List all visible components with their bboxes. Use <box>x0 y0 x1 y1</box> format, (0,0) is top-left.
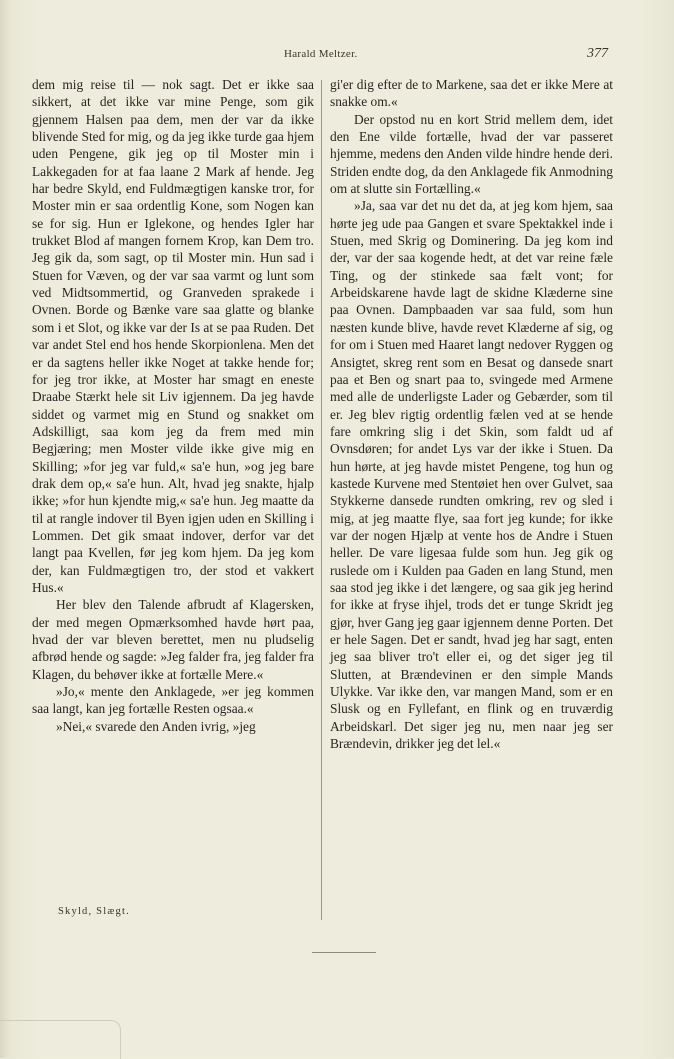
paragraph: dem mig reise til — nok sagt. Det er ikke saa sikkert, at det ikke var mine Penge, som gik gjennem Halsen paa dem, men der var da ikke blivende Sted for mig, og da jeg ikke turde gaa hjem uden Pengene, gik jeg op til Moster min i Lakkegaden for at faa laane 2 Mark af hende. Jeg har bedre Skyld, end Fuldmægtigen kanske tror, for Moster min er saa ordentlig Kone, som Nogen kan se for sig. Hun er Iglekone, og hendes Igler har trukket Blod af mangen fornem Krop, kan Dem tro. Jeg gik da, som sagt, op til Moster min. Hun sad i Stuen for Væven, og der var saa varmt og lunt som ved Midtsommertid, og Granveden sprakede i Ovnen. Borde og Bænke vare saa glatte og blanke som i et Slot, og ikke var der Is at se paa Ruden. Det var andet Stel end hos hende Skorpionlena. Men det er da sagtens heller ikke Noget at takke hende for; for jeg tror ikke, at Moster har smagt en eneste Draabe Stærkt hele sit Liv igjennem. Da jeg havde siddet og varmet mig en Stund og snakket om Adskilligt, saa kom jeg da frem med min Begjæring; men Moster vilde ikke give mig en Skilling; »for jeg var fuld,« sa'e hun, »og jeg bare drak dem op,« sa'e hun. Alt, hvad jeg snakte, hjalp ikke; »for hun kjendte mig,« sa'e hun. Jeg maatte da til at rangle indover til Byen igjen uden en Skilling i Lommen. Det gik smaat indover, derfor var det langt paa Kvellen, før jeg kom hjem. Da jeg kom der, kan Fuldmægtigen tro, der stod et vakkert Hus.« <box>32 77 314 595</box>
left-column <box>32 76 314 735</box>
paragraph: »Ja, saa var det nu det da, at jeg kom hjem, saa hørte jeg ude paa Gangen et svare Spektakkel inde i Stuen, med Skrig og Dominering. Da jeg kom ind der, var der saa kogende hedt, at det var reine fæle Ting, og der stinkede saa fælt vont; for Arbeidskarene havde lagt de skidne Klæderne sine paa Ovnen. Dampbaaden var saa fuld, som hun næsten kunde blive, havde revet Klæderne af sig, og for om i Stuen med Haaret langt nedover Ryggen og Ansigtet, skreg rent som en Besat og dansede snart paa et Ben og snart paa to, svingede med Armene med alle de underligste Lader og Gebærder, som til er. Jeg blev rigtig ordentlig fælen ved at se hende fare omkring slig i det Skin, som faldt ud af Ovnsdøren; for andet Lys var der ikke i Stuen. Da hun hørte, at jeg havde mistet Pengene, tog hun og kastede Kurvene med Stentøiet hen over Gulvet, saa Stykkerne dansede rundten omkring, rev og sled i mig, at jeg maatte flye, saa fort jeg kunde; for ikke var der nogen Hjælp at vente hos de Andre i Stuen heller. De vare ligesaa fulde som hun. Jeg gik og ruslede om i Kulden paa Gaden en lang Stund, men saa stod jeg ikke i det længere, og saa gik jeg herind for ikke at fryse ihjel, trods det er tunge Skridt jeg gjør, hver Gang jeg gaar igjennem denne Porten. Det er hele Sagen. Det er sandt, hvad jeg har sagt, enten jeg saa bliver tro't eller ei, og det siger jeg til Slutten, at Brændevinen er den simple Mands Ulykke. Var ikke den, var mangen Mand, som er en Slusk og en Fyllefant, en flink og en truværdig Arbeidskarl. Det siger jeg nu, men naar jeg ser Brændevin, drikker jeg det lel.« <box>330 198 613 752</box>
page-corner <box>0 1020 121 1059</box>
signature-mark: Skyld, Slægt. <box>58 906 130 917</box>
running-title: Harald Meltzer. <box>284 48 358 60</box>
paragraph: »Nei,« svarede den Anden ivrig, »jeg <box>56 718 256 734</box>
page-number: 377 <box>587 46 608 61</box>
paragraph: gi'er dig efter de to Markene, saa det er ikke Mere at snakke om.« <box>330 77 613 110</box>
paragraph: »Jo,« mente den Anklagede, »er jeg kommen saa langt, kan jeg fortælle Resten ogsaa.« <box>32 684 314 717</box>
right-column <box>330 76 613 752</box>
paragraph: Der opstod nu en kort Strid mellem dem, idet den Ene vilde fortælle, hvad der var passeret hjemme, medens den Anden vilde hindre hende deri. Striden endte dog, da den Anklagede fik Anmodning om at slutte sin Fortælling.« <box>330 111 613 197</box>
end-rule <box>312 952 376 953</box>
column-divider <box>321 80 322 920</box>
running-head <box>0 46 674 66</box>
paragraph: Her blev den Talende afbrudt af Klagersken, der med megen Opmærksomhed havde hørt paa, hvad der var bleven berettet, men nu pludselig afbrød hende og sagde: »Jeg falder fra, jeg falder fra Klagen, du behøver ikke at fortælle Mere.« <box>32 597 314 682</box>
